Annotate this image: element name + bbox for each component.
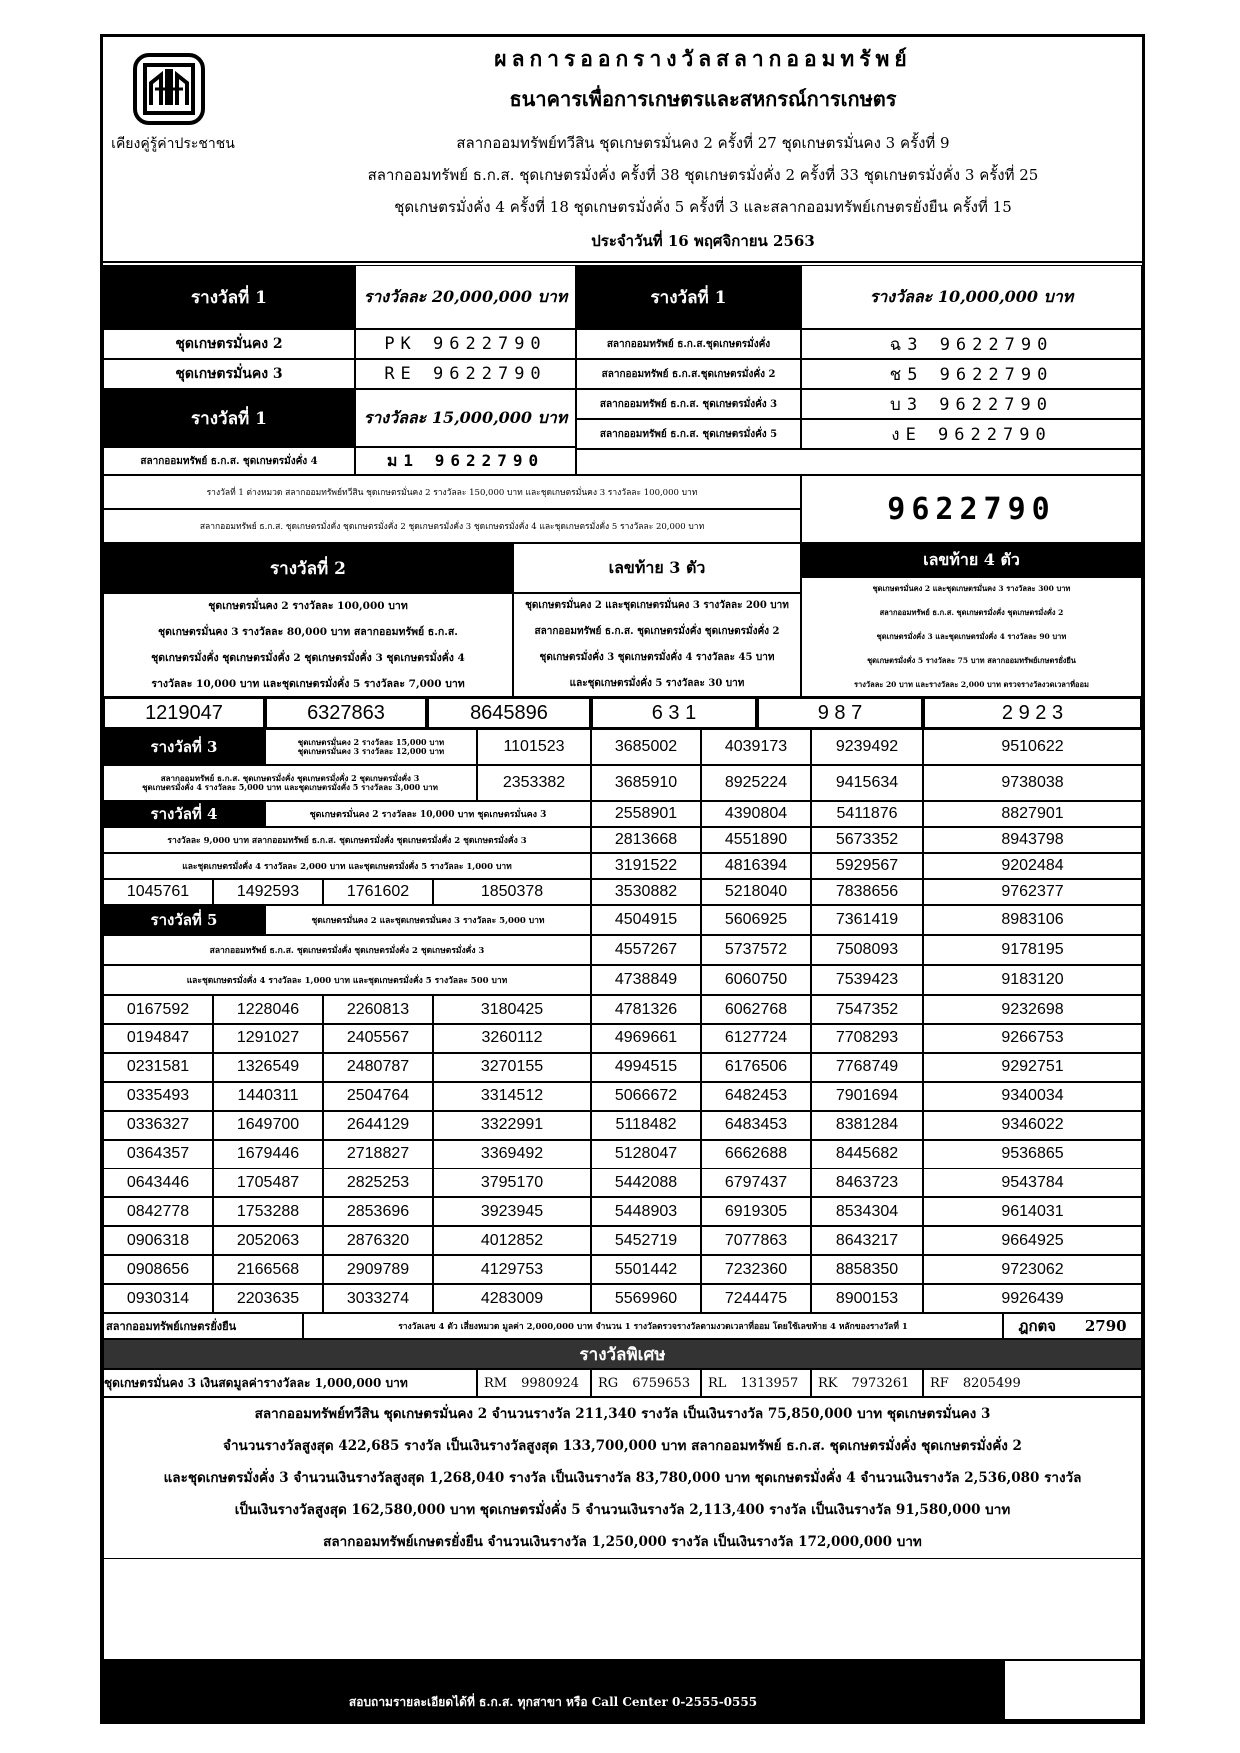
second-prize-desc: ชุดเกษตรมั่นคง 2 รางวัลละ 100,000 บาท ชุดเกษตรมั่นคง 3 รางวัลละ 80,000 บาท สลากออมทรัพย์ ธ.ก.ส. ชุดเกษตรมั่งคั่ง ชุดเกษตรมั่งคั่ง 2 ชุดเกษตรมั่งคั่ง 3 ชุดเกษตรมั่งคั่ง 4 รางวัลละ 10,000 บาท และชุดเกษตรมั่งคั่ง 5 รางวัลละ 7,000 บาท — [103, 593, 513, 697]
third-prize-label: รางวัลที่ 3 — [103, 729, 265, 765]
first-prize-amount-20m: รางวัลละ 20,000,000 บาท — [355, 265, 576, 329]
table-cell: 6127724 — [701, 1024, 811, 1053]
table-cell: 2876320 — [323, 1226, 433, 1255]
special-item — [923, 1369, 1142, 1397]
table-cell: 8900153 — [811, 1284, 923, 1313]
first-m4-number: ม1 9622790 — [355, 447, 576, 475]
table-cell: 9239492 — [811, 729, 923, 765]
table-cell: 3530882 — [591, 879, 701, 905]
first-left-name-1: ชุดเกษตรมั่นคง 2 — [103, 329, 355, 359]
first-prize-amount-10m: รางวัลละ 10,000,000 บาท — [801, 265, 1142, 329]
table-cell: 2813668 — [591, 827, 701, 853]
table-cell: 2052063 — [213, 1226, 323, 1255]
first-right-name-3: สลากออมทรัพย์ ธ.ก.ส. ชุดเกษตรมั่งคั่ง 3 — [576, 389, 801, 419]
special-item — [701, 1369, 811, 1397]
table-cell: 3685002 — [591, 729, 701, 765]
fourth-desc-1: ชุดเกษตรมั่นคง 2 รางวัลละ 10,000 บาท ชุดเกษตรมั่นคง 3 — [265, 801, 591, 827]
table-cell: 0908656 — [103, 1255, 213, 1284]
table-cell: 7708293 — [811, 1024, 923, 1053]
table-cell: 5442088 — [591, 1168, 701, 1197]
fourth-desc-3: และชุดเกษตรมั่งคั่ง 4 รางวัลละ 2,000 บาท และชุดเกษตรมั่งคั่ง 5 รางวัลละ 1,000 บาท — [103, 853, 591, 879]
table-cell: 3369492 — [433, 1140, 591, 1169]
table-cell: 4039173 — [701, 729, 811, 765]
second-number-3: 8645896 — [427, 697, 591, 729]
table-cell: 9178195 — [923, 935, 1142, 965]
table-cell: 4738849 — [591, 965, 701, 995]
table-cell: 5737572 — [701, 935, 811, 965]
table-cell: 9202484 — [923, 853, 1142, 879]
last3-number-1: 6 3 1 — [591, 697, 757, 729]
table-cell: 2353382 — [477, 765, 591, 801]
table-cell: 8534304 — [811, 1197, 923, 1226]
last3-number-2: 9 8 7 — [757, 697, 923, 729]
table-cell: 6662688 — [701, 1140, 811, 1169]
table-cell: 5411876 — [811, 801, 923, 827]
special-number: 8205499 — [962, 1375, 1021, 1391]
table-cell: 3270155 — [433, 1053, 591, 1082]
first-big-number: 9622790 — [801, 475, 1142, 543]
table-cell: 9232698 — [923, 995, 1142, 1024]
table-cell: 9723062 — [923, 1255, 1142, 1284]
table-cell: 7361419 — [811, 905, 923, 935]
table-cell: 2644129 — [323, 1111, 433, 1140]
table-cell: 8643217 — [811, 1226, 923, 1255]
table-cell: 3260112 — [433, 1024, 591, 1053]
table-cell: 0364357 — [103, 1140, 213, 1169]
last3-label: เลขท้าย 3 ตัว — [513, 543, 801, 593]
first-right-number-3: บ3 9622790 — [801, 389, 1142, 419]
blank-area — [103, 1559, 1142, 1659]
table-cell: 6062768 — [701, 995, 811, 1024]
slogan: เคียงคู่รู้ค่าประชาชน — [111, 136, 235, 152]
third-desc-1: ชุดเกษตรมั่นคง 2 รางวัลละ 15,000 บาท ชุดเกษตรมั่นคง 3 รางวัลละ 12,000 บาท — [265, 729, 477, 765]
table-cell: 8445682 — [811, 1140, 923, 1169]
table-cell: 9183120 — [923, 965, 1142, 995]
fourth-prize-label: รางวัลที่ 4 — [103, 801, 265, 827]
table-cell: 0842778 — [103, 1197, 213, 1226]
table-cell: 8943798 — [923, 827, 1142, 853]
table-cell: 1045761 — [103, 879, 213, 905]
table-cell: 1753288 — [213, 1197, 323, 1226]
table-cell: 5218040 — [701, 879, 811, 905]
special-item — [811, 1369, 923, 1397]
table-cell: 7768749 — [811, 1053, 923, 1082]
table-cell: 1440311 — [213, 1082, 323, 1111]
sustain-desc: รางวัลเลข 4 ตัว เสี่ยงหมวด มูลค่า 2,000,000 บาท จำนวน 1 รางวัลตรวจรางวัลตามงวดเวลาที่ออม โดยใช้เลขท้าย 4 หลักของรางวัลที่ 1 — [303, 1313, 1003, 1339]
table-cell: 2718827 — [323, 1140, 433, 1169]
baac-logo-icon — [133, 53, 205, 125]
first-prize-amount-15m: รางวัลละ 15,000,000 บาท — [355, 389, 576, 447]
table-cell: 5501442 — [591, 1255, 701, 1284]
last4-number: 2 9 2 3 — [923, 697, 1142, 729]
table-cell: 9664925 — [923, 1226, 1142, 1255]
first-prize-label-c: รางวัลที่ 1 — [103, 389, 355, 447]
summary: สลากออมทรัพย์ทวีสิน ชุดเกษตรมั่นคง 2 จำนวนรางวัล 211,340 รางวัล เป็นเงินรางวัล 75,850,000 บาท ชุดเกษตรมั่นคง 3 จำนวนรางวัลสูงสุด 422,685 รางวัล เป็นเงินรางวัลสูงสุด 133,700,000 บาท สลากออมทรัพย์ ธ.ก.ส. ชุดเกษตรมั่งคั่ง ชุดเกษตรมั่งคั่ง 2 และชุดเกษตรมั่งคั่ง 3 จำนวนเงินรางวัลสูงสุด 1,268,040 รางวัล เป็นเงินรางวัล 83,780,000 บาท ชุดเกษตรมั่งคั่ง 4 จำนวนเงินรางวัล 2,536,080 รางวัล เป็นเงินรางวัลสูงสุด 162,580,000 บาท ชุดเกษตรมั่งคั่ง 5 จำนวนเงินรางวัล 2,113,400 รางวัล เป็นเงินรางวัล 91,580,000 บาท สลากออมทรัพย์เกษตรยั่งยืน จำนวนเงินรางวัล 1,250,000 รางวัล เป็นเงินรางวัล 172,000,000 บาท — [103, 1397, 1142, 1559]
header-line-1: สลากออมทรัพย์ทวีสิน ชุดเกษตรมั่นคง 2 ครั้งที่ 27 ชุดเกษตรมั่นคง 3 ครั้งที่ 9 — [456, 134, 950, 152]
table-cell: 2166568 — [213, 1255, 323, 1284]
table-cell: 9536865 — [923, 1140, 1142, 1169]
table-cell: 2504764 — [323, 1082, 433, 1111]
table-cell: 7244475 — [701, 1284, 811, 1313]
table-cell: 0930314 — [103, 1284, 213, 1313]
table-cell: 1705487 — [213, 1168, 323, 1197]
table-cell: 1228046 — [213, 995, 323, 1024]
first-right-name-4: สลากออมทรัพย์ ธ.ก.ส. ชุดเกษตรมั่งคั่ง 5 — [576, 419, 801, 449]
table-cell: 2909789 — [323, 1255, 433, 1284]
first-right-number-1: ฉ3 9622790 — [801, 329, 1142, 359]
special-prize-label: รางวัลพิเศษ — [103, 1339, 1142, 1369]
table-cell: 9510622 — [923, 729, 1142, 765]
special-code: RF — [930, 1375, 949, 1391]
sustain-code: ฎกตจ — [1018, 1317, 1057, 1335]
table-cell: 3322991 — [433, 1111, 591, 1140]
table-cell: 9614031 — [923, 1197, 1142, 1226]
table-cell: 8983106 — [923, 905, 1142, 935]
table-cell: 3191522 — [591, 853, 701, 879]
table-cell: 9543784 — [923, 1168, 1142, 1197]
first-left-name-2: ชุดเกษตรมั่นคง 3 — [103, 359, 355, 389]
table-cell: 8925224 — [701, 765, 811, 801]
table-cell: 8463723 — [811, 1168, 923, 1197]
header-line-2: สลากออมทรัพย์ ธ.ก.ส. ชุดเกษตรมั่งคั่ง ครั้งที่ 38 ชุดเกษตรมั่งคั่ง 2 ครั้งที่ 33 ชุดเกษตรมั่งคั่ง 3 ครั้งที่ 25 — [367, 166, 1039, 184]
header-line-3: ชุดเกษตรมั่งคั่ง 4 ครั้งที่ 18 ชุดเกษตรมั่งคั่ง 5 ครั้งที่ 3 และสลากออมทรัพย์เกษตรยั่งยืน ครั้งที่ 15 — [394, 198, 1012, 216]
table-cell: 5448903 — [591, 1197, 701, 1226]
table-cell: 2480787 — [323, 1053, 433, 1082]
table-cell: 7838656 — [811, 879, 923, 905]
table-cell: 4012852 — [433, 1226, 591, 1255]
table-cell: 9346022 — [923, 1111, 1142, 1140]
table-cell: 1101523 — [477, 729, 591, 765]
table-cell: 4390804 — [701, 801, 811, 827]
table-cell: 2203635 — [213, 1284, 323, 1313]
table-cell: 6919305 — [701, 1197, 811, 1226]
special-code: RK — [818, 1375, 838, 1391]
table-cell: 1291027 — [213, 1024, 323, 1053]
table-cell: 4969661 — [591, 1024, 701, 1053]
table-cell: 4816394 — [701, 853, 811, 879]
table-cell: 8827901 — [923, 801, 1142, 827]
table-cell: 5569960 — [591, 1284, 701, 1313]
table-cell: 2405567 — [323, 1024, 433, 1053]
special-item — [591, 1369, 701, 1397]
special-item — [477, 1369, 591, 1397]
first-prize-label-a: รางวัลที่ 1 — [103, 265, 355, 329]
table-cell: 3923945 — [433, 1197, 591, 1226]
table-cell: 5673352 — [811, 827, 923, 853]
table-cell: 4283009 — [433, 1284, 591, 1313]
first-right-name-2: สลากออมทรัพย์ ธ.ก.ส.ชุดเกษตรมั่งคั่ง 2 — [576, 359, 801, 389]
special-code: RG — [598, 1375, 619, 1391]
first-prize-label-b: รางวัลที่ 1 — [576, 265, 801, 329]
table-cell: 2260813 — [323, 995, 433, 1024]
sustain-winner — [1003, 1313, 1142, 1339]
last4-label: เลขท้าย 4 ตัว — [801, 543, 1142, 577]
table-cell: 1649700 — [213, 1111, 323, 1140]
table-cell: 9340034 — [923, 1082, 1142, 1111]
table-cell: 9926439 — [923, 1284, 1142, 1313]
table-cell: 0335493 — [103, 1082, 213, 1111]
table-cell: 5606925 — [701, 905, 811, 935]
table-cell: 5066672 — [591, 1082, 701, 1111]
table-cell: 1492593 — [213, 879, 323, 905]
table-cell: 0906318 — [103, 1226, 213, 1255]
fifth-prize-label: รางวัลที่ 5 — [103, 905, 265, 935]
table-cell: 9738038 — [923, 765, 1142, 801]
page-title: ผลการออกรางวัลสลากออมทรัพย์ — [494, 46, 912, 71]
table-cell: 1761602 — [323, 879, 433, 905]
table-cell: 4129753 — [433, 1255, 591, 1284]
table-cell: 6797437 — [701, 1168, 811, 1197]
table-cell: 1326549 — [213, 1053, 323, 1082]
second-prize-label: รางวัลที่ 2 — [103, 543, 513, 593]
table-cell: 0231581 — [103, 1053, 213, 1082]
first-note-2: สลากออมทรัพย์ ธ.ก.ส. ชุดเกษตรมั่งคั่ง ชุดเกษตรมั่งคั่ง 2 ชุดเกษตรมั่งคั่ง 3 ชุดเกษตรมั่งคั่ง 4 และชุดเกษตรมั่งคั่ง 5 รางวัลละ 20,000 บาท — [103, 509, 801, 543]
table-cell: 6060750 — [701, 965, 811, 995]
table-cell: 3795170 — [433, 1168, 591, 1197]
table-cell: 6176506 — [701, 1053, 811, 1082]
table-cell: 5128047 — [591, 1140, 701, 1169]
table-cell: 4504915 — [591, 905, 701, 935]
first-note-1: รางวัลที่ 1 ต่างหมวด สลากออมทรัพย์ทวีสิน ชุดเกษตรมั่นคง 2 รางวัลละ 150,000 บาท และชุดเกษตรมั่นคง 3 รางวัลละ 100,000 บาท — [103, 475, 801, 509]
special-number: 7973261 — [851, 1375, 910, 1391]
table-cell: 1679446 — [213, 1140, 323, 1169]
org-name: ธนาคารเพื่อการเกษตรและสหกรณ์การเกษตร — [509, 87, 897, 111]
table-cell: 0194847 — [103, 1024, 213, 1053]
table-cell: 2825253 — [323, 1168, 433, 1197]
lottery-result-sheet — [100, 34, 1145, 1724]
fifth-desc-3: และชุดเกษตรมั่งคั่ง 4 รางวัลละ 1,000 บาท และชุดเกษตรมั่งคั่ง 5 รางวัลละ 500 บาท — [103, 965, 591, 995]
table-cell: 7232360 — [701, 1255, 811, 1284]
table-cell: 4781326 — [591, 995, 701, 1024]
table-cell: 8858350 — [811, 1255, 923, 1284]
table-cell: 9415634 — [811, 765, 923, 801]
table-cell: 5929567 — [811, 853, 923, 879]
table-cell: 8381284 — [811, 1111, 923, 1140]
table-cell: 3180425 — [433, 995, 591, 1024]
special-number: 6759653 — [632, 1375, 691, 1391]
table-cell: 6483453 — [701, 1111, 811, 1140]
first-left-number-1: PK 9622790 — [355, 329, 576, 359]
table-cell: 7901694 — [811, 1082, 923, 1111]
spacer — [576, 449, 1142, 475]
table-cell: 3685910 — [591, 765, 701, 801]
fifth-desc-1: ชุดเกษตรมั่นคง 2 และชุดเกษตรมั่นคง 3 รางวัลละ 5,000 บาท — [265, 905, 591, 935]
draw-date: ประจำวันที่ 16 พฤศจิกายน 2563 — [591, 232, 815, 250]
special-code: RM — [484, 1375, 508, 1391]
first-right-number-2: ช5 9622790 — [801, 359, 1142, 389]
table-cell: 4557267 — [591, 935, 701, 965]
special-number: 1313957 — [740, 1375, 799, 1391]
table-cell: 0643446 — [103, 1168, 213, 1197]
table-cell: 5118482 — [591, 1111, 701, 1140]
table-cell: 9266753 — [923, 1024, 1142, 1053]
table-cell: 3033274 — [323, 1284, 433, 1313]
footer-contact: สอบถามรายละเอียดได้ที่ ธ.ก.ส. ทุกสาขา หรือ Call Center 0-2555-0555 — [103, 1659, 1003, 1721]
last4-desc: ชุดเกษตรมั่นคง 2 และชุดเกษตรมั่นคง 3 รางวัลละ 300 บาท สลากออมทรัพย์ ธ.ก.ส. ชุดเกษตรมั่งคั่ง ชุดเกษตรมั่งคั่ง 2 ชุดเกษตรมั่งคั่ง 3 และชุดเกษตรมั่งคั่ง 4 รางวัลละ 90 บาท ชุดเกษตรมั่งคั่ง 5 รางวัลละ 75 บาท สลากออมทรัพย์เกษตรยั่งยืน รางวัลละ 20 บาท และรางวัลละ 2,000 บาท ตรวจรางวัลงวดเวลาที่ออม — [801, 577, 1142, 697]
table-cell: 7539423 — [811, 965, 923, 995]
first-right-name-1: สลากออมทรัพย์ ธ.ก.ส.ชุดเกษตรมั่งคั่ง — [576, 329, 801, 359]
table-cell: 9292751 — [923, 1053, 1142, 1082]
first-m4-name: สลากออมทรัพย์ ธ.ก.ส. ชุดเกษตรมั่งคั่ง 4 — [103, 447, 355, 475]
table-cell: 2853696 — [323, 1197, 433, 1226]
table-cell: 5452719 — [591, 1226, 701, 1255]
table-cell: 3314512 — [433, 1082, 591, 1111]
table-cell: 9762377 — [923, 879, 1142, 905]
table-cell: 0336327 — [103, 1111, 213, 1140]
first-left-number-2: RE 9622790 — [355, 359, 576, 389]
sustain-label: สลากออมทรัพย์เกษตรยั่งยืน — [103, 1313, 303, 1339]
second-number-1: 1219047 — [103, 697, 265, 729]
third-desc-2: สลากออมทรัพย์ ธ.ก.ส. ชุดเกษตรมั่งคั่ง ชุดเกษตรมั่งคั่ง 2 ชุดเกษตรมั่งคั่ง 3 ชุดเกษตรมั่งคั่ง 4 รางวัลละ 5,000 บาท และชุดเกษตรมั่งคั่ง 5 รางวัลละ 3,000 บาท — [103, 765, 477, 801]
table-cell: 4994515 — [591, 1053, 701, 1082]
special-number: 9980924 — [521, 1375, 580, 1391]
table-cell: 7547352 — [811, 995, 923, 1024]
table-cell: 7077863 — [701, 1226, 811, 1255]
table-cell: 6482453 — [701, 1082, 811, 1111]
first-right-number-4: งE 9622790 — [801, 419, 1142, 449]
fourth-desc-2: รางวัลละ 9,000 บาท สลากออมทรัพย์ ธ.ก.ส. ชุดเกษตรมั่งคั่ง ชุดเกษตรมั่งคั่ง 2 ชุดเกษตรมั่งคั่ง 3 — [103, 827, 591, 853]
table-cell: 2558901 — [591, 801, 701, 827]
special-code: RL — [708, 1375, 727, 1391]
sustain-number: 2790 — [1084, 1317, 1127, 1335]
footer-blank-box — [1003, 1659, 1142, 1721]
header — [103, 37, 1142, 263]
table-cell: 0167592 — [103, 995, 213, 1024]
special-desc: ชุดเกษตรมั่นคง 3 เงินสดมูลค่ารางวัลละ 1,000,000 บาท — [103, 1369, 477, 1397]
table-cell: 7508093 — [811, 935, 923, 965]
fifth-desc-2: สลากออมทรัพย์ ธ.ก.ส. ชุดเกษตรมั่งคั่ง ชุดเกษตรมั่งคั่ง 2 ชุดเกษตรมั่งคั่ง 3 — [103, 935, 591, 965]
table-cell: 1850378 — [433, 879, 591, 905]
second-number-2: 6327863 — [265, 697, 427, 729]
table-cell: 4551890 — [701, 827, 811, 853]
last3-desc: ชุดเกษตรมั่นคง 2 และชุดเกษตรมั่นคง 3 รางวัลละ 200 บาท สลากออมทรัพย์ ธ.ก.ส. ชุดเกษตรมั่งคั่ง ชุดเกษตรมั่งคั่ง 2 ชุดเกษตรมั่งคั่ง 3 ชุดเกษตรมั่งคั่ง 4 รางวัลละ 45 บาท และชุดเกษตรมั่งคั่ง 5 รางวัลละ 30 บาท — [513, 593, 801, 697]
